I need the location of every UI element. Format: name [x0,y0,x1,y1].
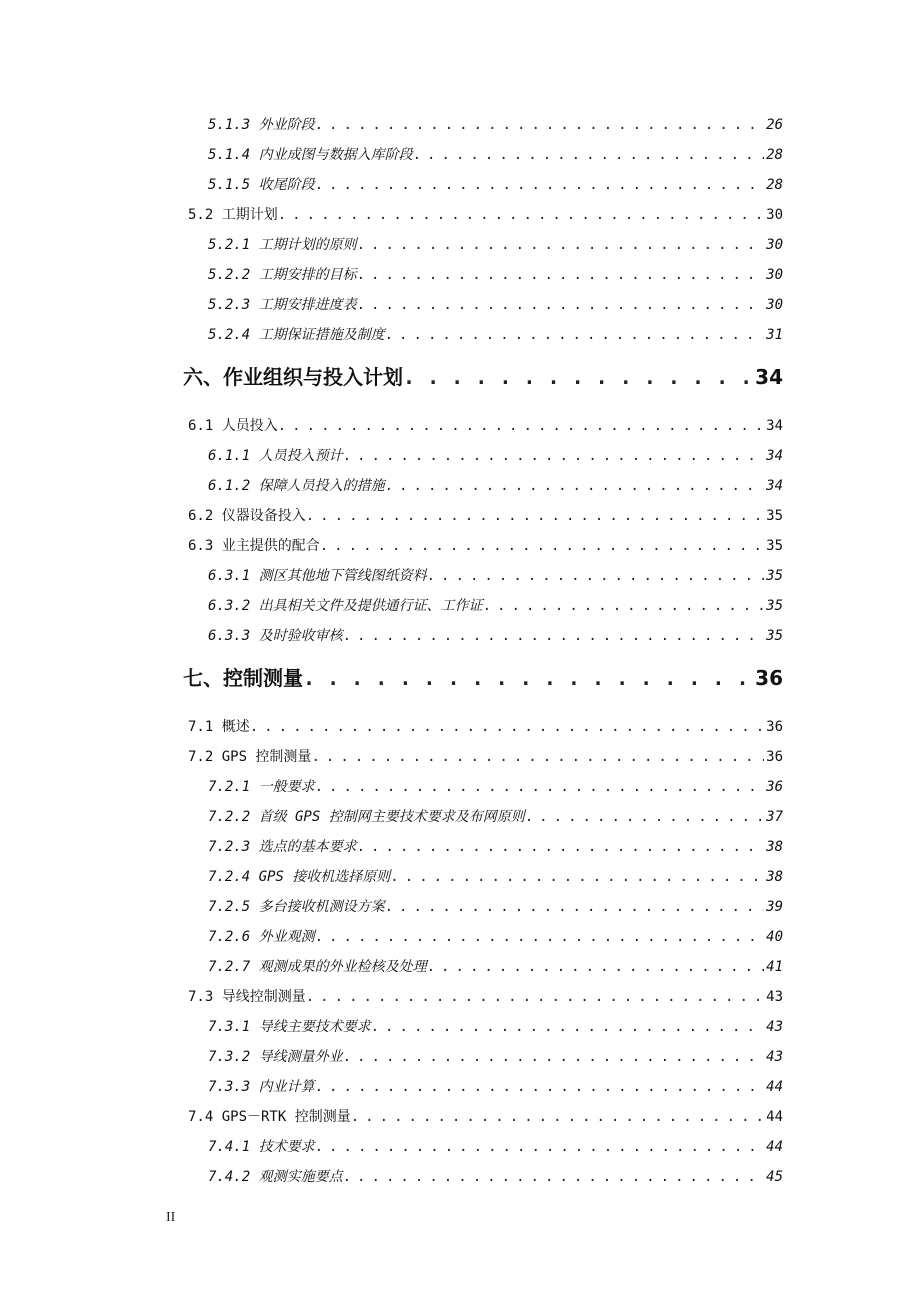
toc-entry-title: 7.2.7 观测成果的外业检核及处理 [208,959,427,975]
toc-entry[interactable] [208,1162,783,1186]
toc-entry[interactable] [208,290,783,314]
toc-entry-page: 43 [766,1019,783,1035]
dot-leader [343,627,765,645]
dot-leader [357,266,765,284]
toc-entry-page: 28 [766,177,783,193]
dot-leader [385,898,765,916]
dot-leader [403,364,753,390]
toc-entry[interactable] [188,712,783,736]
toc-entry-title: 7.2.5 多台接收机测设方案 [208,899,385,915]
dot-leader [427,567,765,585]
toc-entry[interactable] [208,320,783,344]
toc-entry-page: 30 [766,237,783,253]
toc-entry[interactable] [208,561,783,585]
toc-entry[interactable] [208,110,783,134]
toc-entry-page: 28 [766,147,783,163]
toc-entry-title: 7.2.4 GPS 接收机选择原则 [208,869,391,885]
toc-entry-title: 7.1 概述 [188,719,250,735]
toc-entry-page: 35 [766,568,783,584]
dot-leader [315,1138,765,1156]
toc-entry-page: 36 [766,779,783,795]
toc-entry-page: 35 [766,508,783,524]
toc-entry-title: 6.3 业主提供的配合 [188,538,320,554]
toc-entry-title: 6.2 仪器设备投入 [188,508,306,524]
dot-leader [315,928,765,946]
toc-entry-page: 26 [766,117,783,133]
toc-entry[interactable] [188,531,783,555]
toc-entry-title: 5.2.1 工期计划的原则 [208,237,357,253]
toc-entry-page: 38 [766,839,783,855]
dot-leader [357,838,765,856]
toc-entry-page: 39 [766,899,783,915]
dot-leader [315,1078,765,1096]
toc-entry[interactable] [208,140,783,164]
toc-entry-page: 34 [766,448,783,464]
toc-entry-title: 7.3.1 导线主要技术要求 [208,1019,371,1035]
toc-entry-page: 34 [766,418,783,434]
toc-entry[interactable] [188,411,783,435]
toc-entry-title: 7.2.3 选点的基本要求 [208,839,357,855]
dot-leader [390,868,764,886]
toc-entry-title: 6.3.3 及时验收审核 [208,628,343,644]
toc-chapter-entry[interactable] [183,661,783,691]
toc-entry-title: 5.2 工期计划 [188,207,278,223]
toc-entry[interactable] [208,591,783,615]
dot-leader [427,958,765,976]
toc-entry-page: 31 [766,327,783,343]
dot-leader [357,296,765,314]
toc-entry[interactable] [208,1072,783,1096]
toc-entry-title: 7.2.2 首级 GPS 控制网主要技术要求及布网原则 [208,809,525,825]
toc-entry-page: 30 [766,267,783,283]
dot-leader [320,537,764,555]
toc-entry-title: 5.1.4 内业成图与数据入库阶段 [208,147,413,163]
toc-entry-title: 7.4.1 技术要求 [208,1139,315,1155]
dot-leader [371,1018,765,1036]
toc-entry-title: 6.3.1 测区其他地下管线图纸资料 [208,568,427,584]
toc-entry-title: 7.3 导线控制测量 [188,989,306,1005]
toc-entry-title: 6.1.2 保障人员投入的措施 [208,478,385,494]
toc-entry-title: 5.1.3 外业阶段 [208,117,315,133]
toc-entry-title: 5.2.2 工期安排的目标 [208,267,357,283]
dot-leader [315,176,765,194]
toc-entry-title: 7.4 GPS－RTK 控制测量 [188,1109,351,1125]
toc-entry-title: 6.1.1 人员投入预计 [208,448,343,464]
dot-leader [250,718,764,736]
toc-entry[interactable] [208,1132,783,1156]
toc-entry[interactable] [208,922,783,946]
toc-entry[interactable] [208,862,783,886]
toc-entry[interactable] [208,621,783,645]
toc-entry-title: 7.3.2 导线测量外业 [208,1049,343,1065]
toc-entry[interactable] [208,892,783,916]
toc-entry-page: 44 [766,1139,783,1155]
toc-entry-page: 40 [766,929,783,945]
dot-leader [343,1048,765,1066]
dot-leader [306,988,764,1006]
toc-entry-page: 38 [766,869,783,885]
toc-entry-title: 6.3.2 出具相关文件及提供通行证、工作证 [208,598,483,614]
toc-entry[interactable] [188,1102,783,1126]
toc-entry[interactable] [208,170,783,194]
toc-entry-title: 六、作业组织与投入计划 [183,365,403,389]
dot-leader [483,597,765,615]
dot-leader [385,326,765,344]
dot-leader [306,507,764,525]
toc-entry[interactable] [188,200,783,224]
toc-entry-page: 35 [766,628,783,644]
toc-entry-page: 36 [755,666,783,690]
toc-entry-title: 7.2 GPS 控制测量 [188,749,312,765]
dot-leader [351,1108,764,1126]
toc-entry[interactable] [188,501,783,525]
toc-entry[interactable] [208,772,783,796]
dot-leader [525,808,764,826]
toc-entry-title: 7.2.1 一般要求 [208,779,315,795]
dot-leader [315,116,765,134]
toc-entry-page: 36 [766,749,783,765]
dot-leader [303,665,753,691]
toc-entry-page: 35 [766,538,783,554]
toc-entry-page: 30 [766,207,783,223]
dot-leader [343,1168,765,1186]
dot-leader [413,146,765,164]
toc-entry-page: 35 [766,598,783,614]
toc-entry-title: 5.2.4 工期保证措施及制度 [208,327,385,343]
toc-entry[interactable] [208,952,783,976]
toc-entry[interactable] [208,230,783,254]
dot-leader [357,236,765,254]
toc-entry-page: 45 [766,1169,783,1185]
toc-entry-title: 7.4.2 观测实施要点 [208,1169,343,1185]
toc-entry-title: 7.2.6 外业观测 [208,929,315,945]
toc-entry-page: 44 [766,1109,783,1125]
toc-entry-page: 30 [766,297,783,313]
toc-entry[interactable] [208,802,783,826]
page-number-footer: II [166,1210,176,1225]
toc-entry[interactable] [188,982,783,1006]
dot-leader [278,206,764,224]
dot-leader [311,748,764,766]
toc-entry-title: 7.3.3 内业计算 [208,1079,315,1095]
toc-entry[interactable] [208,832,783,856]
toc-entry-page: 34 [755,365,783,389]
toc-entry-page: 43 [766,989,783,1005]
toc-entry-title: 七、控制测量 [183,666,303,690]
toc-entry-page: 36 [766,719,783,735]
toc-entry[interactable] [208,1012,783,1036]
dot-leader [278,417,764,435]
toc-entry-page: 44 [766,1079,783,1095]
toc-entry-title: 6.1 人员投入 [188,418,278,434]
toc-entry-page: 43 [766,1049,783,1065]
toc-entry-title: 5.1.5 收尾阶段 [208,177,315,193]
dot-leader [343,447,765,465]
toc-entry[interactable] [208,260,783,284]
toc-entry[interactable] [208,441,783,465]
dot-leader [315,778,765,796]
toc-entry-page: 41 [766,959,783,975]
toc-entry-page: 37 [766,809,783,825]
toc-chapter-entry[interactable] [183,360,783,390]
toc-entry-page: 34 [766,478,783,494]
dot-leader [385,477,765,495]
toc-entry-title: 5.2.3 工期安排进度表 [208,297,357,313]
toc-entry[interactable] [208,1042,783,1066]
toc-entry[interactable] [208,471,783,495]
toc-entry[interactable] [188,742,783,766]
